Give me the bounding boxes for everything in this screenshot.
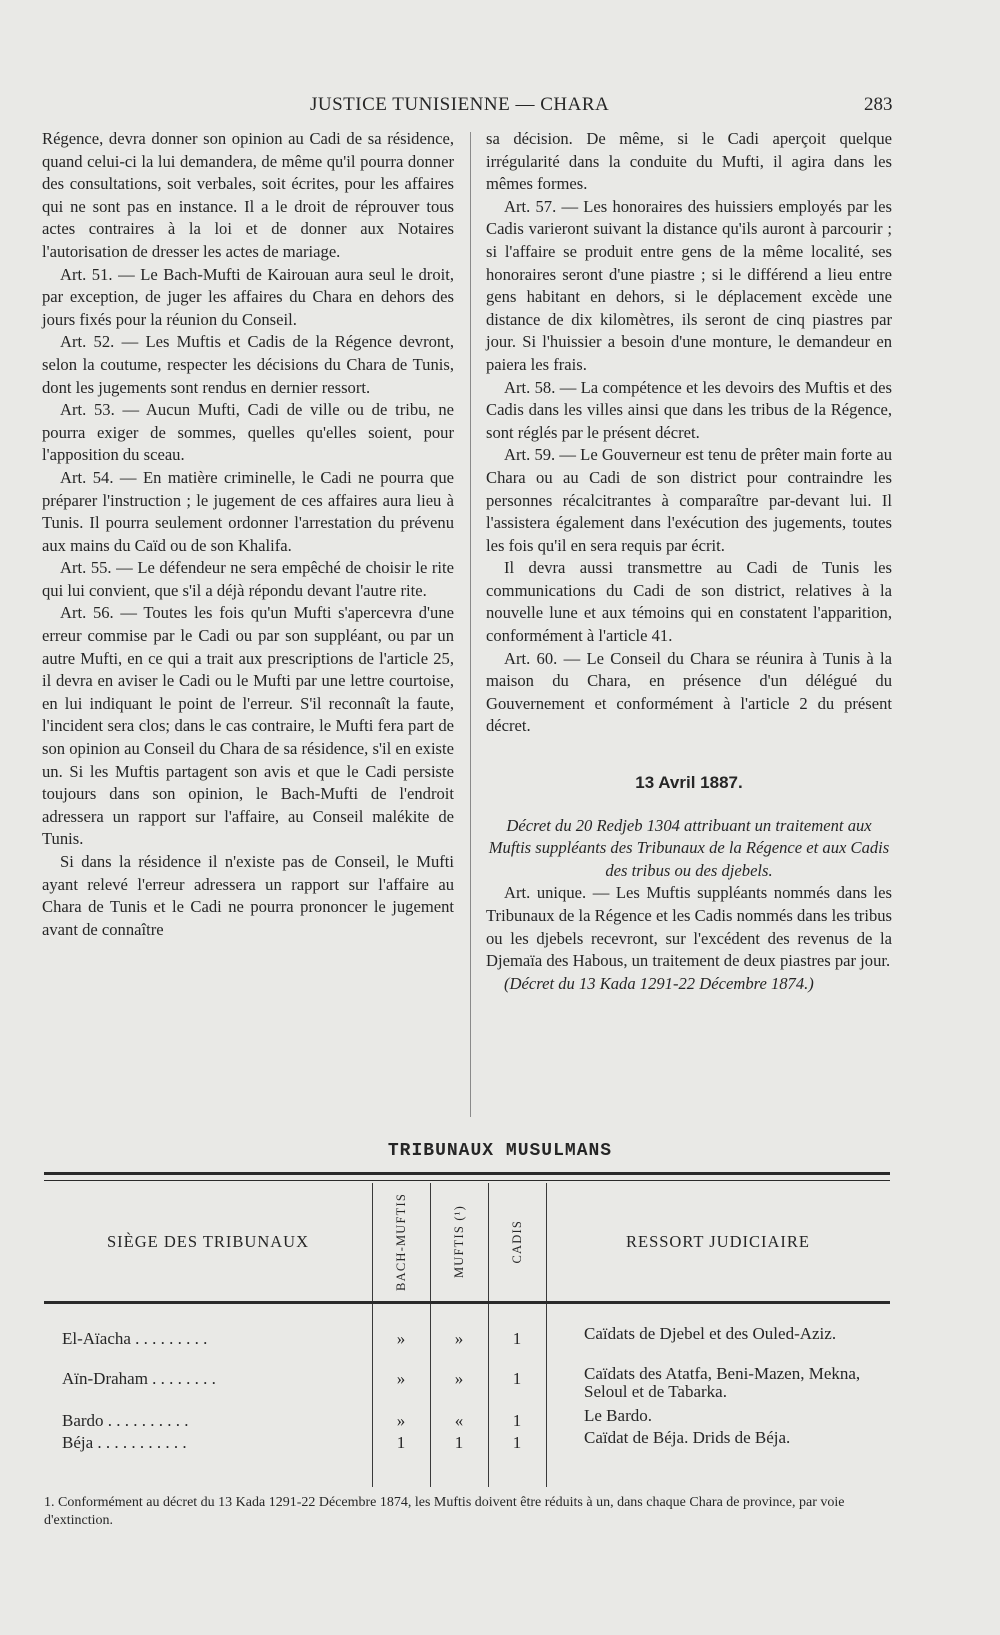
cell-cadis: 1 [512,1411,522,1430]
cell-muftis: » [454,1369,464,1388]
cell-muftis: 1 [454,1433,464,1452]
page-number: 283 [864,94,893,115]
cell-ressort: Le Bardo. [584,1406,652,1425]
article-58: Art. 58. — La compétence et les devoirs des Muftis et des Cadis dans les villes ainsi que dans les tribus de la Régence, sont réglés par le présent décret. [486,377,892,442]
article-52: Art. 52. — Les Muftis et Cadis de la Régence devront, selon la coutume, respecter les décisions du Chara de Tunis, dont les jugements sont rendus en dernier ressort. [42,332,454,397]
article-60: Art. 60. — Le Conseil du Chara se réunira à Tunis à la maison du Chara, en présence d'un délégué du Gouvernement et conformément à l'article 2 du présent décret. [486,648,892,736]
cell-seat: El-Aïacha . . . . . . . . . [62,1329,208,1348]
cell-ressort: Caïdats des Atatfa, Beni-Mazen, Mekna, Seloul et de Tabarka. [584,1364,861,1401]
cell-ressort: Caïdats de Djebel et des Ouled-Aziz. [584,1324,837,1343]
cell-muftis: « [454,1411,464,1430]
article-56: Art. 56. — Toutes les fois qu'un Mufti s'apercevra d'une erreur commise par le Cadi ou par son suppléant, ou par un autre Mufti, en ce qui a trait aux prescriptions de l'article 25, il devra en aviser le Cadi ou le Mufti par une lettre courtoise, en lui indiquant le point de l'erreur. S'il reconnaît la faute, l'incident sera clos; dans le cas contraire, le Mufti fera part de son opinion au Conseil du Chara de sa résidence, s'il en existe un. Si les Muftis partagent son avis et que le Cadi persiste toujours dans son opinion, le Bach-Mufti de l'endroit adressera un rapport sur l'affaire, au Conseil malékite de Tunis. [42,603,454,849]
article-55: Art. 55. — Le défendeur ne sera empêché de choisir le rite qui lui convient, que s'il a déjà répondu devant l'autre rite. [42,558,454,600]
table-row [44,1427,890,1467]
article-57: Art. 57. — Les honoraires des huissiers employés par les Cadis varieront suivant la distance qu'ils auront à parcourir ; si l'affaire se produit entre gens de la même localité, ses honoraires seront d'une piastre ; si le différend a lieu entre gens habitant en dehors, si le déplacement excède une distance de dix kilomètres, ils seront de cinq piastres par jour. Si l'huissier a besoin d'une monture, le demandeur en paiera les frais. [486,196,892,374]
cell-seat: Aïn-Draham . . . . . . . . [62,1369,216,1388]
right-column [486,128,892,995]
decree-citation: (Décret du 13 Kada 1291-22 Décembre 1874.) [504,973,814,993]
header-bach-muftis [372,1183,430,1301]
header-muftis [430,1183,488,1301]
left-column [42,128,454,941]
table-header-rule [44,1301,890,1304]
header-muftis-label: MUFTIS (¹) [451,1205,466,1279]
article-54: Art. 54. — En matière criminelle, le Cadi ne pourra que préparer l'instruction ; le jugement de ces affaires aura lieu à Tunis. Il pourra seulement ordonner l'arrestation du prévenu aux mains du Caïd ou de son Khalifa. [42,467,454,555]
table-title: TRIBUNAUX MUSULMANS [387,1141,613,1161]
tribunals-table [44,1172,890,1487]
paragraph: Il devra aussi transmettre au Cadi de Tunis les communications du Cadi de son district, relatives à la nouvelle lune et aux témoins qui en constatent l'apparition, conformément à l'article 41. [486,558,892,646]
cell-bach-muftis: 1 [396,1433,406,1452]
cell-muftis: » [454,1329,464,1348]
cell-seat: Bardo . . . . . . . . . . [62,1411,189,1430]
table-row [44,1323,890,1363]
cell-bach-muftis: » [396,1369,406,1388]
cell-bach-muftis: » [396,1329,406,1348]
decree-date-heading: 13 Avril 1887. [635,773,743,793]
footnote: 1. Conformément au décret du 13 Kada 1291-22 Décembre 1874, les Muftis doivent être réduits à un, dans chaque Chara de province, par voie d'extinction. [44,1495,845,1528]
article-53: Art. 53. — Aucun Mufti, Cadi de ville ou de tribu, ne pourra exiger de sommes, quelles qu'elles soient, pour l'apposition du sceau. [42,400,454,465]
paragraph: sa décision. De même, si le Cadi aperçoit quelque irrégularité dans la conduite du Mufti, il agira dans les mêmes formes. [486,129,892,194]
table-rule [44,1180,890,1181]
cell-bach-muftis: » [396,1411,406,1430]
cell-ressort: Caïdat de Béja. Drids de Béja. [584,1428,791,1447]
paragraph: Si dans la résidence il n'existe pas de Conseil, le Mufti ayant relevé l'erreur adressera un rapport sur l'affaire au Chara de Tunis et le Cadi ne pourra prononcer le jugement avant de connaître [42,852,454,939]
header-cadis [488,1183,546,1301]
running-title: JUSTICE TUNISIENNE — CHARA [310,94,610,115]
decree-article: Art. unique. — Les Muftis suppléants nommés dans les Tribunaux de la Régence et les Cadis nommés dans les tribus ou les djebels recevront, sur l'excédent des revenus de la Djemaïa des Habous, un traitement de deux piastres par jour. [486,883,892,971]
article-59: Art. 59. — Le Gouverneur est tenu de prêter main forte au Chara ou au Cadi de son district pour contraindre les personnes récalcitrantes à comparaître par-devant lui. Il l'assistera également dans l'exécution des jugements, toutes les fois qu'il en sera requis par écrit. [486,445,892,555]
article-51: Art. 51. — Le Bach-Mufti de Kairouan aura seul le droit, par exception, de juger les affaires du Chara en dehors des jours fixés pour la réunion du Conseil. [42,264,454,329]
header-seat: SIÈGE DES TRIBUNAUX [106,1232,310,1251]
decree-title: Décret du 20 Redjeb 1304 attribuant un traitement aux Muftis suppléants des Tribunaux de la Régence et aux Cadis des tribus ou des djebels. [488,815,890,880]
paragraph: Régence, devra donner son opinion au Cadi de sa résidence, quand celui-ci la lui demandera, de même qu'il pourra donner des consultations, soit verbales, soit écrites, pour les affaires qui ne sont pas en instance. Il a le droit de réprouver tous actes contraires à la loi et de donner aux Notaires l'autorisation de dresser les actes de mariage. [42,129,454,261]
cell-seat: Béja . . . . . . . . . . . [62,1433,187,1452]
cell-cadis: 1 [512,1369,522,1388]
cell-cadis: 1 [512,1329,522,1348]
header-bach-muftis-label: BACH-MUFTIS [393,1193,408,1291]
table-row [44,1363,890,1403]
header-cadis-label: CADIS [509,1220,524,1264]
column-divider [470,132,471,1117]
cell-cadis: 1 [512,1433,522,1452]
header-ressort: RESSORT JUDICIAIRE [625,1232,810,1251]
